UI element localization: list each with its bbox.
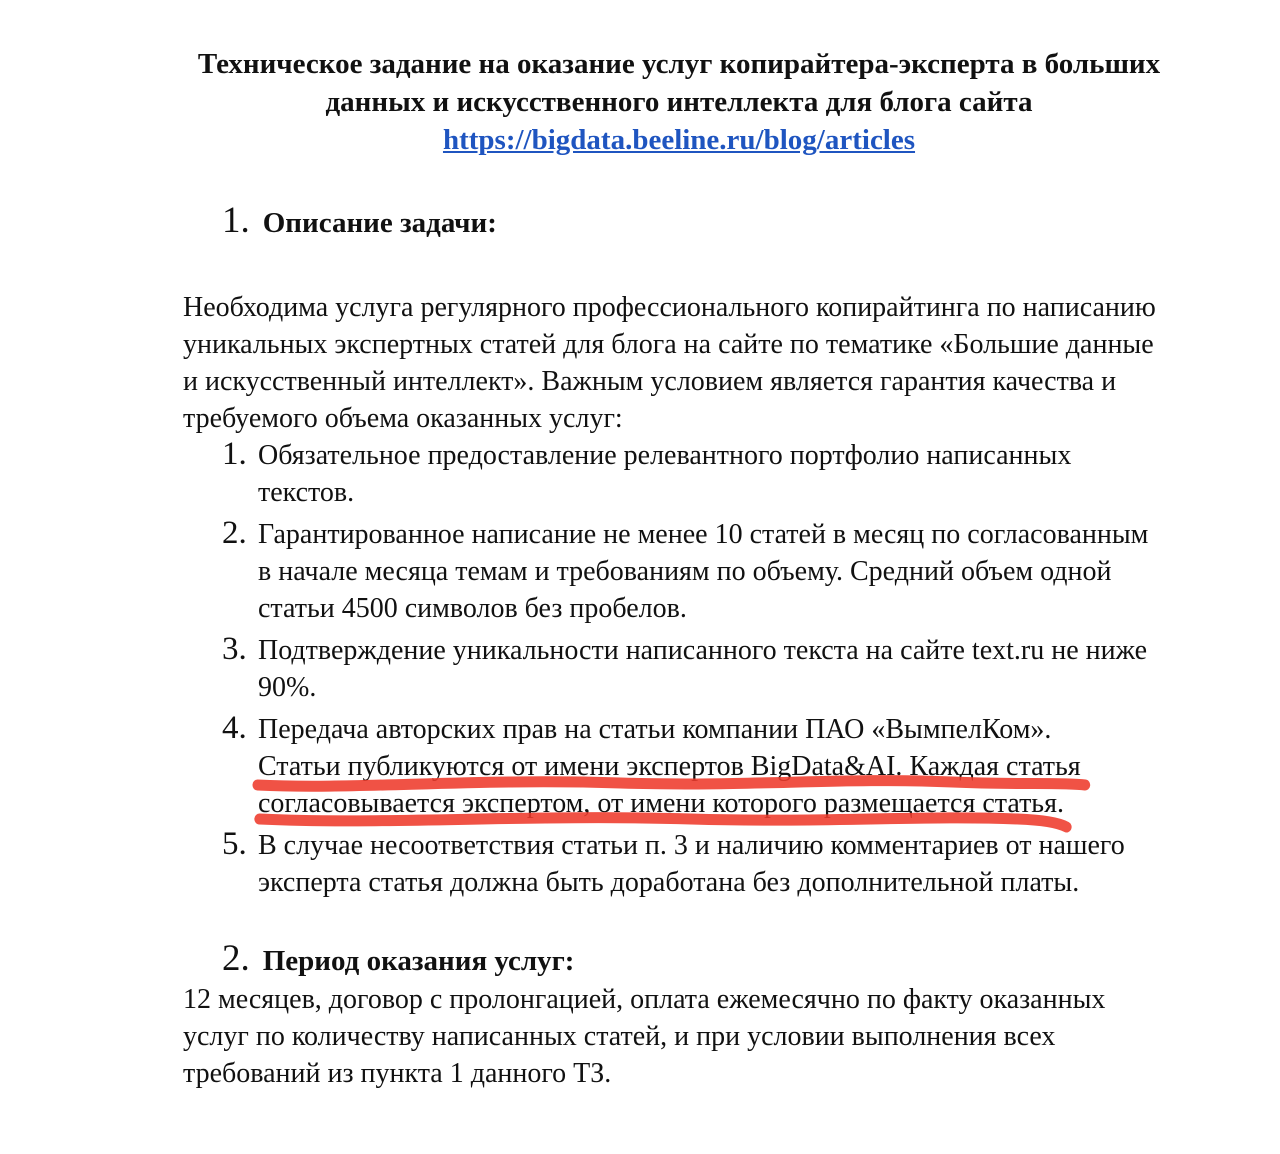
list-item-3-text: Подтверждение уникальности написанного текста на сайте text.ru не ниже 90%. [258,635,1148,703]
list-item-4-line-3 [258,785,1064,822]
list-item-1-number: 1. [222,436,247,472]
document-title [183,45,1175,159]
section-2-title: Период оказания услуг: [262,945,575,977]
list-item-2-text: Гарантированное написание не менее 10 статей в месяц по согласованным в начале месяца темам и требованиям по объему. Средний объем одной статьи 4500 символов без пробелов. [258,519,1149,624]
list-item-4-line-3-text: согласовывается экспертом, от имени которого размещается статья. [258,788,1064,819]
list-item-4-number: 4. [222,710,247,746]
list-item-3-number: 3. [222,631,247,667]
list-item-4 [183,711,1175,822]
section-2-paragraph: 12 месяцев, договор с пролонгацией, оплата ежемесячно по факту оказанных услуг по количеству написанных статей, и при условии выполнения всех требований из пункта 1 данного ТЗ. [183,984,1106,1089]
title-line-2: данных и искусственного интеллекта для блога сайта [325,86,1033,118]
list-item-1-text: Обязательное предоставление релевантного портфолио написанных текстов. [258,440,1072,508]
section-2-heading [183,937,1175,983]
list-item-3 [183,632,1175,706]
list-item-2-number: 2. [222,515,247,551]
section-1-title: Описание задачи: [262,207,497,239]
list-item-4-line-1: Передача авторских прав на статьи компании ПАО «ВымпелКом». [258,714,1052,745]
section-1-heading [183,199,1175,245]
list-item-2 [183,516,1175,627]
requirements-list [183,437,1175,901]
list-item-1 [183,437,1175,511]
section-1-number: 1. [222,200,250,241]
blog-articles-link[interactable]: https://bigdata.beeline.ru/blog/articles [442,124,916,156]
title-link-line [183,121,1175,159]
section-2-number: 2. [222,938,250,979]
list-item-4-line-2 [258,748,1081,785]
list-item-4-text [258,711,1164,822]
list-item-5-number: 5. [222,826,247,862]
section-1-intro-paragraph: Необходима услуга регулярного профессионального копирайтинга по написанию уникальных экспертных статей для блога на сайте по тематике «Большие данные и искусственный интеллект». Важным условием является гарантия качества и требуемого объема оказанных услуг: [183,292,1156,434]
list-item-4-line-2-text: Статьи публикуются от имени экспертов BigData&AI. Каждая статья [258,751,1081,782]
title-line-1: Техническое задание на оказание услуг копирайтера-эксперта в больших [197,48,1161,80]
list-item-5-text: В случае несоответствия статьи п. 3 и наличию комментариев от нашего эксперта статья должна быть доработана без дополнительной платы. [258,830,1125,898]
list-item-5 [183,827,1175,901]
